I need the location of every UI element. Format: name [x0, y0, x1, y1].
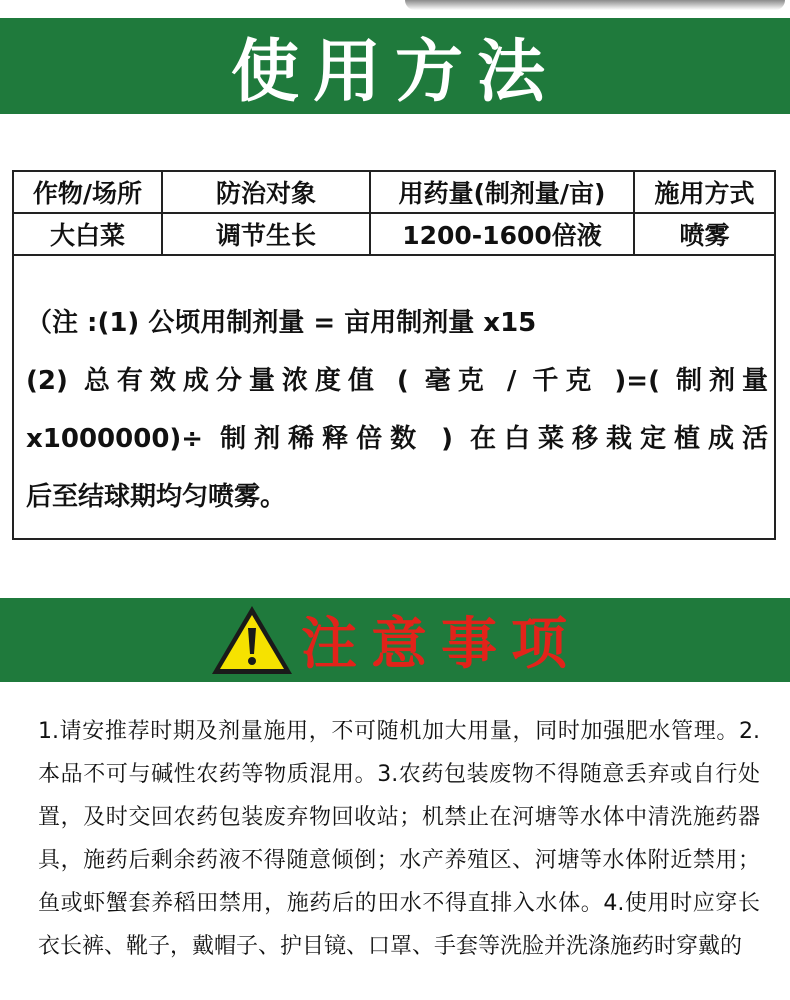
cell-crop: 大白菜 [14, 213, 162, 255]
cell-dosage: 1200-1600倍液 [370, 213, 634, 255]
table-header-row [14, 172, 774, 213]
notice-text: 1.请安推荐时期及剂量施用，不可随机加大用量，同时加强肥水管理。2.本品不可与碱性农药等物质混用。3.农药包装废物不得随意丢弃或自行处置，及时交回农药包装废弃物回收站；机禁止在河塘等水体中清洗施药器具，施药后剩余药液不得随意倾倒；水产养殖区、河塘等水体附近禁用；鱼或虾蟹套养稻田禁用，施药后的田水不得直排入水体。4.使用时应穿长衣长裤、靴子，戴帽子、护目镜、口罩、手套等洗脸并洗涤施药时穿戴的 [38, 719, 760, 959]
table-row [14, 213, 774, 255]
note-line: 后至结球期均匀喷雾。 [26, 482, 287, 512]
dosage-table [14, 172, 774, 256]
cell-method: 喷雾 [634, 213, 774, 255]
warning-icon [209, 603, 295, 677]
usage-note [26, 294, 768, 526]
header-method: 施用方式 [634, 172, 774, 213]
note-line: （注 :(1) 公顷用制剂量 = 亩用制剂量 x15 [26, 308, 537, 338]
note-line: x1000000)÷ 制剂稀释倍数 ) 在白菜移栽定植成活 [26, 424, 768, 454]
cell-target: 调节生长 [162, 213, 370, 255]
usage-title: 使用方法 [230, 32, 559, 112]
usage-banner [0, 18, 790, 114]
note-line: (2) 总有效成分量浓度值 ( 毫克 / 千克 )=( 制剂量 [26, 366, 768, 396]
notice-title: 注意事项 [301, 611, 581, 677]
header-crop: 作物/场所 [14, 172, 162, 213]
notice-banner [0, 598, 790, 682]
header-target: 防治对象 [162, 172, 370, 213]
usage-box [12, 170, 776, 540]
header-dosage: 用药量(制剂量/亩) [370, 172, 634, 213]
top-decorative-shadow [405, 0, 785, 10]
